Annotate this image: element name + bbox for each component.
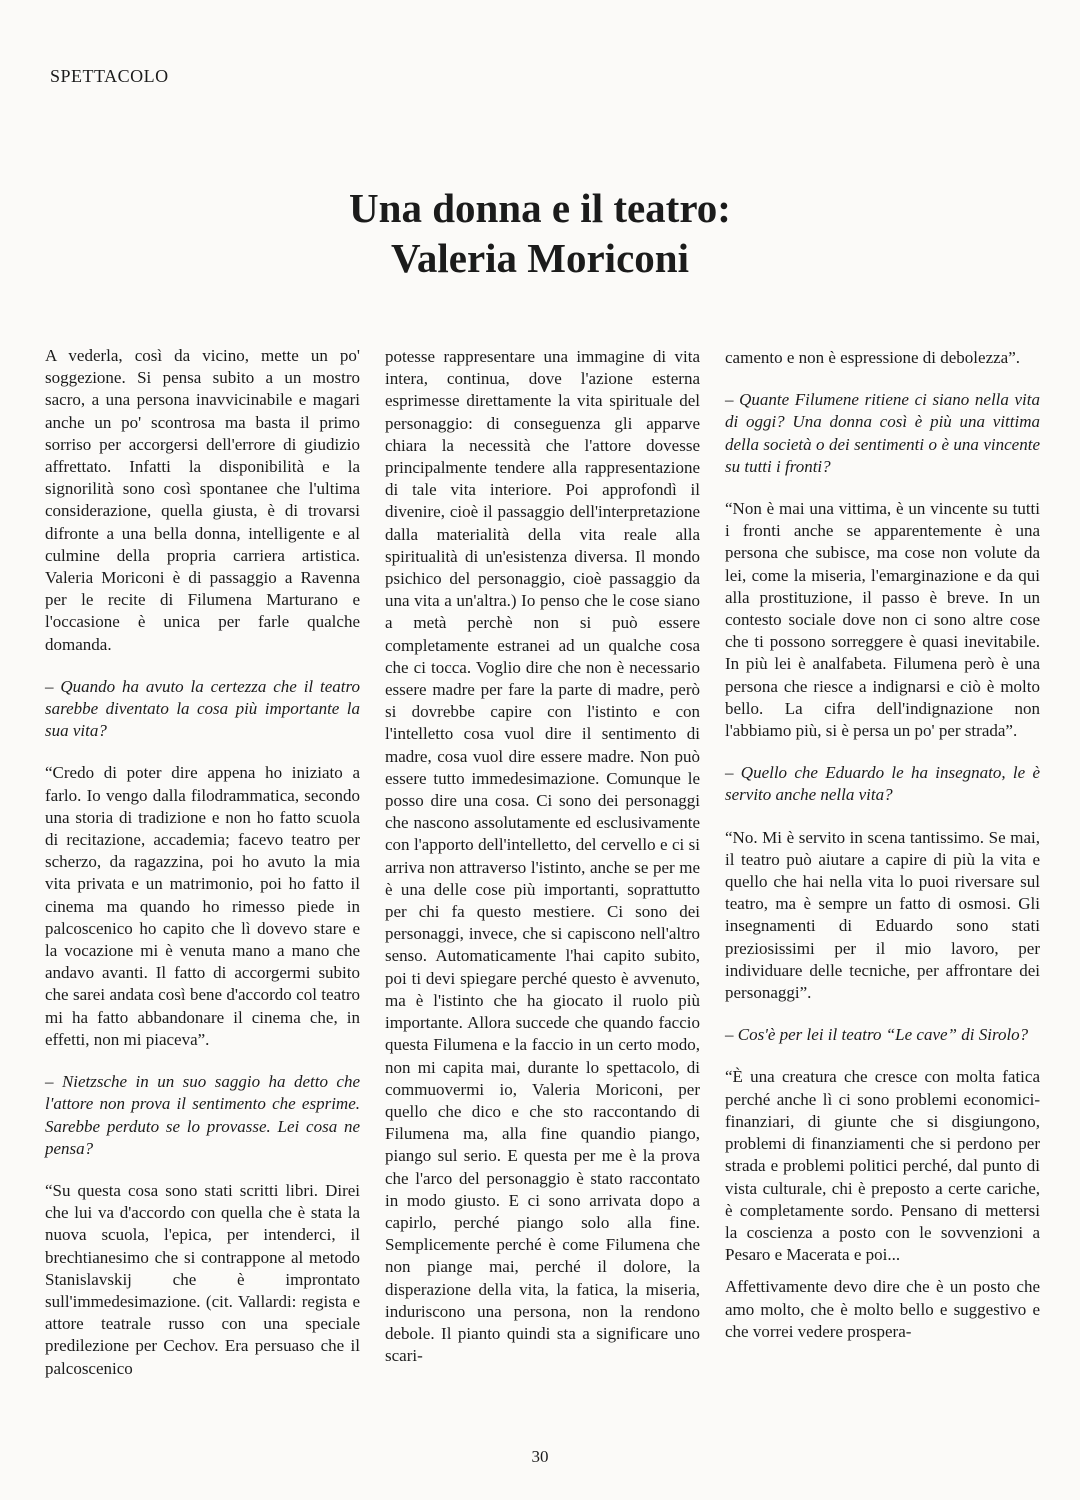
paragraph: potesse rappresentare una immagine di vita intera, continua, dove l'azione esterna esprimesse direttamente la vita spirituale del personaggio: di conseguenza gli apparve chiara la necessità che l'attore dovesse principalmente tendere alla rappresentazione di tale vita interiore. Poi approfondì il divenire, cioè il passaggio dell'interpretazione dalla materialità della vita reale alla spiritualità di un'esistenza diversa. Il mondo psichico del personaggio, cioè passaggio da una vita a un'altra.) Io penso che le cose siano a metà perchè non si può essere completamente estranei ad un qualche cosa che ci tocca. Voglio dire che non è necessario essere madre per fare la parte di madre, però si dovrebbe capire con l'istinto e con l'intelletto cosa vuol dire il sentimento di madre, cosa vuol dire essere madre. Non può essere tutto immedesimazione. Comunque le posso dire una cosa. Ci sono dei personaggi che nascono assolutamente ed esclusivamente con l'apporto dell'intelletto, del cervello e ci si arriva non attraverso l'istinto, anche se per me è una delle cose più importanti, soprattutto per chi fa questo mestiere. Ci sono dei personaggi, invece, che si capiscono nell'altro senso. Automaticamente l'hai capito subito, poi ti devi spiegare perché questo è avvenuto, ma è l'istinto che ha giocato il ruolo più importante. Allora succede che quando faccio questa Filumena e la faccio in un certo modo, non mi capita mai, durante lo spettacolo, di commuovermi io, Valeria Moriconi, per quello che dico e che sto raccontando di Filumena ma, alla fine quandio piango, piango sul serio. E questa per me è la prova che l'arco del personaggio è stato raccontato in modo giusto. E ci sono arrivata dopo a capirlo, perché piango solo alla fine. Semplicemente perché è come Filumena che non piange mai, perché il dolore, la disperazione della vita, la fatica, la miseria, induriscono una persona, non la rendono debole. Il pianto quindi sta a significare uno scari-	[385, 347, 700, 1366]
paragraph: “Credo di poter dire appena ho iniziato a farlo. Io vengo dalla filodrammatica, secondo una storia di tradizione e non ho fatto scuola di recitazione, accademia; facevo teatro per scherzo, da ragazzina, poi ho avuto la mia vita privata e un matrimonio, poi ho fatto il cinema ma quando ho rimesso piede in palcoscenico ho capito che lì dovevo stare e la vocazione mi è venuta mano a mano che andavo avanti. Il fatto di accorgermi subito che sarei andata così bene d'accordo col teatro mi ha fatto abbandonare il cinema che, in effetti, non mi piaceva”.	[45, 763, 360, 1049]
paragraph: “Non è mai una vittima, è un vincente su tutti i fronti anche se apparentemente è una persona che subisce, ma cose non volute da lei, come la miseria, l'emarginazione e da qui alla prostituzione, il passo è breve. In un contesto sociale dove non ci sono altre cose che ti possono sorreggere è quasi inevitabile. In più lei è analfabeta. Filumena però è una persona che riesce a indignarsi e ciò è molto bello. La cifra dell'indignazione non l'abbiamo più, si è persa un po' per strada”.	[725, 499, 1040, 741]
section-label: SPETTACOLO	[50, 66, 169, 86]
article-title	[0, 183, 1080, 283]
paragraph: camento e non è espressione di debolezza”.	[725, 348, 1021, 367]
paragraph: “Su questa cosa sono stati scritti libri. Direi che lui va d'accordo con quella che è stata la nuova scuola, l'epica, per intenderci, il brechtianesimo che si contrappone al metodo Stanislavskij che è improntato sull'immedesimazione. (cit. Vallardi: regista e attore teatrale russo con una speciale predilezione per Cechov. Era persuaso che il palcoscenico	[45, 1180, 360, 1378]
paragraph: “No. Mi è servito in scena tantissimo. Se mai, il teatro può aiutare a capire di più la vita e quello che hai nella vita lo puoi riversare sul teatro, ma è sempre un fatto di osmosi. Gli insegnamenti di Eduardo sono stati preziosissimi per il mio lavoro, per individuare delle tecniche, per affrontare dei personaggi”.	[725, 827, 1040, 1003]
column-1	[45, 345, 360, 1380]
column-2	[385, 346, 700, 1367]
paragraph: A vederla, così da vicino, mette un po' soggezione. Si pensa subito a un mostro sacro, a una persona inavvicinabile e magari anche un po' scontrosa ma basta il primo sorriso per accorgersi dell'errore di giudizio affrettato. Infatti la disponibilità e la signorilità sono così spontanee che l'ultima considerazione, quella giusta, è di trovarsi difronte a una bella donna, intelligente e al culmine della propria carriera artistica. Valeria Moriconi è di passaggio a Ravenna per le recite di Filumena Marturano e l'occasione è unica per farle qualche domanda.	[45, 346, 360, 654]
interview-question: – Nietzsche in un suo saggio ha detto che l'attore non prova il sentimento che esprime. Sarebbe perduto se lo provasse. Lei cosa ne pensa?	[45, 1072, 360, 1158]
paragraph: Affettivamente devo dire che è un posto che amo molto, che è molto bello e suggestivo e che vorrei vedere prospera-	[725, 1277, 1040, 1341]
interview-question: – Quante Filumene ritiene ci siano nella vita di oggi? Una donna così è più una vittima della società o dei sentimenti o è una vincente su tutti i fronti?	[725, 390, 1040, 476]
interview-question: – Quando ha avuto la certezza che il teatro sarebbe diventato la cosa più importante la sua vita?	[45, 676, 360, 741]
title-line-1: Una donna e il teatro:	[349, 185, 731, 231]
interview-question: – Cos'è per lei il teatro “Le cave” di Sirolo?	[725, 1025, 1029, 1045]
page-number: 30	[531, 1447, 549, 1466]
interview-question: – Quello che Eduardo le ha insegnato, le è servito anche nella vita?	[725, 763, 1040, 805]
title-line-2: Valeria Moriconi	[391, 235, 689, 281]
paragraph: “È una creatura che cresce con molta fatica perché anche lì ci sono problemi economici-finanziari, di giunte che si disgiungono, problemi di finanziamenti che si perdono per strada e problemi politici perché, dal punto di vista culturale, chi è preposto a certe cariche, è completamente sordo. Pensano di mettersi la coscienza a posto con le sovvenzioni a Pesaro e Macerata e poi...	[725, 1067, 1040, 1265]
column-3	[725, 347, 1040, 1343]
